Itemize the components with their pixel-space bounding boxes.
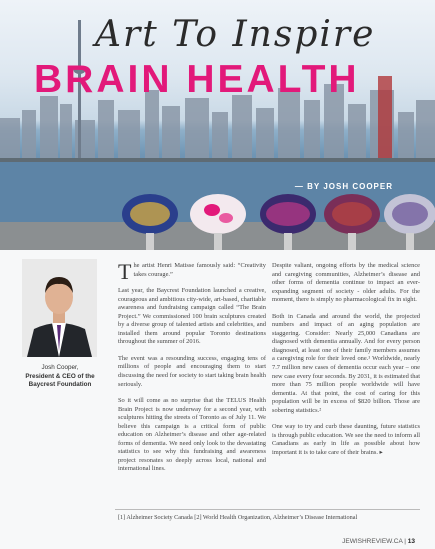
paragraph: Despite valiant, ongoing efforts by the medical science and caregiving communities, Alzheimer’s disease and other forms of dementia continue to impact an ever-expanding segment of society - older adults. For the moment, there is simply no pharmacological fix in sight. [272,262,420,304]
folio-site: JEWISHREVIEW.CA [342,538,403,545]
paragraph-text: he artist Henri Matisse famously said: “Creativity takes courage.” [133,262,266,278]
paragraph: The event was a resounding success, engaging tens of millions of people and encouraging them to start discussing the need for society to start taking brain health seriously. [118,354,266,388]
page-number: 13 [407,538,415,545]
hero-photo [0,0,435,250]
article-column-2 [272,262,420,465]
folio-separator: | [404,538,406,545]
drop-cap: T [118,259,132,284]
footnote-rule [115,509,420,510]
author-org: Baycrest Foundation [28,381,92,388]
author-caption [18,364,102,390]
author-portrait-illustration [22,259,97,357]
page-title: BRAIN HEALTH [34,58,360,101]
paragraph: So it will come as no surprise that the TELUS Health Brain Project is now underway for a second year, with sculptures hitting the streets of Toronto as of July 11. We believe this campaign is a critical form of public education on Alzheimer’s disease and other age-related forms of dementia. We need only look to the devastating statistics to see why this fundraising and awareness project resonates so deeply across local, national and international lines. [118,397,266,473]
author-photo [22,259,97,357]
paragraph: Both in Canada and around the world, the projected numbers and impact of an aging population are staggering. Consider: Nearly 25,000 Canadians are diagnosed with dementia annually. And for every person diagnosed, at least one of their family members assumes a caregiving role for their loved one.¹ Worldwide, nearly 7.7 million new cases of dementia occur each year – one new case every four seconds. By 2031, it is estimated that more than 75 million people worldwide will have dementia. At that point, the cost of caring for this population will be in excess of $820 billion. Those are sobering statistics.² [272,312,421,414]
author-name: Josh Cooper, [41,364,79,371]
red-tower [378,76,392,160]
byline: — BY JOSH COOPER [294,182,393,191]
folio [342,538,415,545]
article-column-1 [118,259,266,482]
footnote: [1] Alzheimer Society Canada [2] World Health Organization, Alzheimer’s Disease International [118,514,358,521]
paragraph: Last year, the Baycrest Foundation launched a creative, courageous and ambitious city-wide, art-based, charitable awareness and fundraising campaign called “The Brain Project.” We commissioned 100 brain sculptures created by a diverse group of talented artists and celebrities, and installed them around popular Toronto destinations throughout the summer of 2016. [118,287,266,346]
paragraph [118,259,266,284]
paragraph: One way to try and curb these daunting, future statistics is through public education. We see the need to inform all Canadians as early in life as possible about how important it is to take care of their brains. ▸ [272,423,420,456]
title-script: Art To Inspire [95,14,376,55]
shoreline [0,158,435,162]
author-role: President & CEO of the [25,372,95,380]
